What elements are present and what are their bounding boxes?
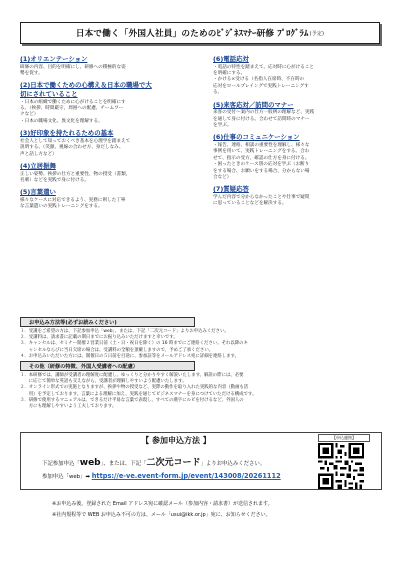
section-body [20,100,196,126]
section-heading: (2)日本で働くための心構え＆日本の職場で大 [20,81,152,90]
section-body [20,172,196,185]
body-line: 来客の受付～案内の仕方一般例の理解など、実践 [213,110,315,116]
body-line: ・日本の組織で働くために心がけることを明確にす [20,99,126,105]
body-line: ・日本の職場文化、異文化を理解する。 [20,118,103,124]
apply-web-label: web [79,458,101,468]
section-body [20,198,196,211]
body-line: る。（挨拶、時間厳守、周囲への配慮、チームワー [20,106,124,111]
body-line: を明確にする。 [213,71,246,76]
body-line: をする場合、お願いをする場合、分からない場 [213,168,310,174]
list-item: １．受講をご希望の方は、下記参加申込「web」、または、下記「二次元コード」よりお申込みください。 [20,329,229,334]
body-line: ・電話の特性を踏まえて、応対時に心がけること [213,64,314,70]
section-body [20,65,196,78]
section-manners [20,162,196,184]
left-column [20,55,196,215]
section-communication [213,133,381,181]
page-title [20,22,380,44]
qr-caption: 【申込連絡】 [318,434,370,442]
section-heading: (6)電話応対 [213,55,249,63]
section-body [213,143,381,181]
other-section-label: その他（研修の特徴、外国人受講者への配慮） [29,363,138,370]
section-visitor [213,101,381,130]
apply-text: 下記参加申込「 [42,461,80,467]
list-item: １．本研修では、講師が受講者の理解度に配慮し、ゆっくりと分かりやすく解説いたします。解説の際には、必要 [20,373,244,378]
body-line: ・報告、連絡、相談の重要性を理解し、様々な [213,143,310,149]
right-column [213,55,381,212]
body-line: 社会人として知っておくべき基本を心理学を踏まえて [20,138,131,144]
list-item: 用）を予定しております。言葉による理解に加え、実践を通じてビジネスマナーを身につけていただける構成です。 [20,391,257,397]
body-line: 勢を促す。 [20,71,43,76]
body-line: な言葉遣いの実践トレーニングをする。 [20,204,103,210]
section-qa [213,185,381,207]
section-heading-cont: 切にされていること [20,90,78,98]
title-suffix: (予定) [309,30,325,37]
apply-text: 」、または、下記「 [100,461,147,467]
body-line: を通して身に付ける。合わせて訪問時のマナー [213,116,310,122]
qr-code-icon[interactable] [318,443,364,489]
section-body [20,139,196,158]
body-line: 学んだ内容で分からなかったことや仕事で疑問 [213,195,310,201]
body-line: ・困ったときのケース別の応対を学ぶ（お断り [213,162,310,168]
list-item: ２．受講料は、請求書に記載の期日までにお振り込みいただけますと幸いです。 [20,335,178,341]
list-item: ４．お申込みいただいた方には、開催日の５日前を目途に、参加証等をメールアドレス宛に詳細を連絡します。 [20,353,239,359]
section-language [20,188,196,210]
section-heading: (1)オリエンテーション [20,55,88,63]
body-line: 事例を用いて、実践トレーニングをする。合わ [213,149,310,155]
apply-url-prefix: 参加申込「web」➡ [42,474,91,480]
method-section-header [20,317,195,327]
notes [52,499,273,520]
body-line: クなど） [20,112,39,118]
other-list [20,373,380,410]
note-line: ※社内規程等で WEB お申込み不可の方は、メール「usui@ikk.or.jp」宛に、お知らせください。 [52,511,271,518]
section-heading: (5)来客応対／訪問のマナー [213,100,294,109]
apply-text: 」よりお申込みください。 [200,461,266,467]
section-heading: (6)仕事のコミュニケーション [213,133,300,142]
body-line: 声と話し方など） [20,151,57,157]
section-body [213,65,381,97]
section-orientation [20,55,196,77]
body-line: 合など） [213,175,232,181]
body-line: 応対をロールプレイングで実践トレーニングす [213,83,309,89]
body-line: 様々なケースに対応できるよう、実務に則した丁寧 [20,198,126,204]
body-line: に思っていることなどを解決する。 [213,201,287,207]
section-impression [20,129,196,158]
body-line: る。 [213,90,223,96]
body-line: 名刺）などを実践で身に付ける。 [20,178,89,184]
section-heading: (4)立居振舞 [20,162,56,171]
list-item: ３．キャンセルは、セミナー開催２営業日前（土・日・祝日を除く）の 16 時までにご連絡ください。それ以降のキ [20,341,248,347]
apply-instructions [42,455,265,468]
note-line: ※お申込み後、登録された Email アドレス宛に確認メール（参加内容・請求書）が送信されます。 [52,501,273,507]
list-item: に応じて簡単な英語も交えながら、受講者が理解しやすいよう配慮いたします。 [20,379,187,385]
body-line: を学ぶ。 [213,123,232,129]
method-section-label: お申込み方法等(必ずお読みください) [29,319,117,326]
section-heading: (3)好印象を持たれるための基本 [20,129,114,138]
section-heading: (7)質疑応答 [213,185,249,194]
body-line: 研修の内容、目的を明確にし、研修への積極的な姿 [20,64,126,70]
list-item: ３．研修で使用するマニュアルは、できるだけ平易な言葉で表現し、すべての漢字にルビを付けるなど、外国人の [20,397,244,403]
apply-url-link[interactable]: https://e-ve.event-form.jp/event/143008/20261112 [91,472,281,480]
section-phone [213,55,381,97]
list-item: ２．オンライン形式での実施となりますが、挨拶や物の授受など、実際の動作を取り入れた実践的な内容（動画も活 [20,385,249,391]
section-heading: (5)言葉遣い [20,188,56,197]
body-line: せて、指示の受方、確認の仕方を身に付ける。 [213,155,310,161]
body-line: ・かける×受ける（名指人在席時、不在時の [213,77,305,83]
list-item: 方にも理解しやすいよう工夫しております。 [20,404,117,410]
section-mindset [20,81,196,125]
body-line: 説明する。（笑顔、視線の合わせ方、身だしなみ、 [20,145,124,151]
apply-url-line [42,472,281,480]
apply-title: 【 参加申込方法 】 [141,436,211,445]
method-list [20,329,380,360]
body-line: 正しい姿勢、挨拶の仕方と重要性、物の授受（書類、 [20,171,131,177]
section-body [213,195,381,208]
other-section-header [20,361,195,371]
list-item: ャンセルならびに当日欠席の場合は、受講料の全額を頂戴しますので、予めご了承ください。 [20,347,214,353]
section-body [213,110,381,129]
title-main: 日本で働く「外国人社員」のためのﾋﾞｼﾞﾈｽﾏﾅｰ研修 ﾌﾟﾛｸﾞﾗﾑ [75,29,309,39]
apply-qr-label: 二次元コード [146,458,201,468]
